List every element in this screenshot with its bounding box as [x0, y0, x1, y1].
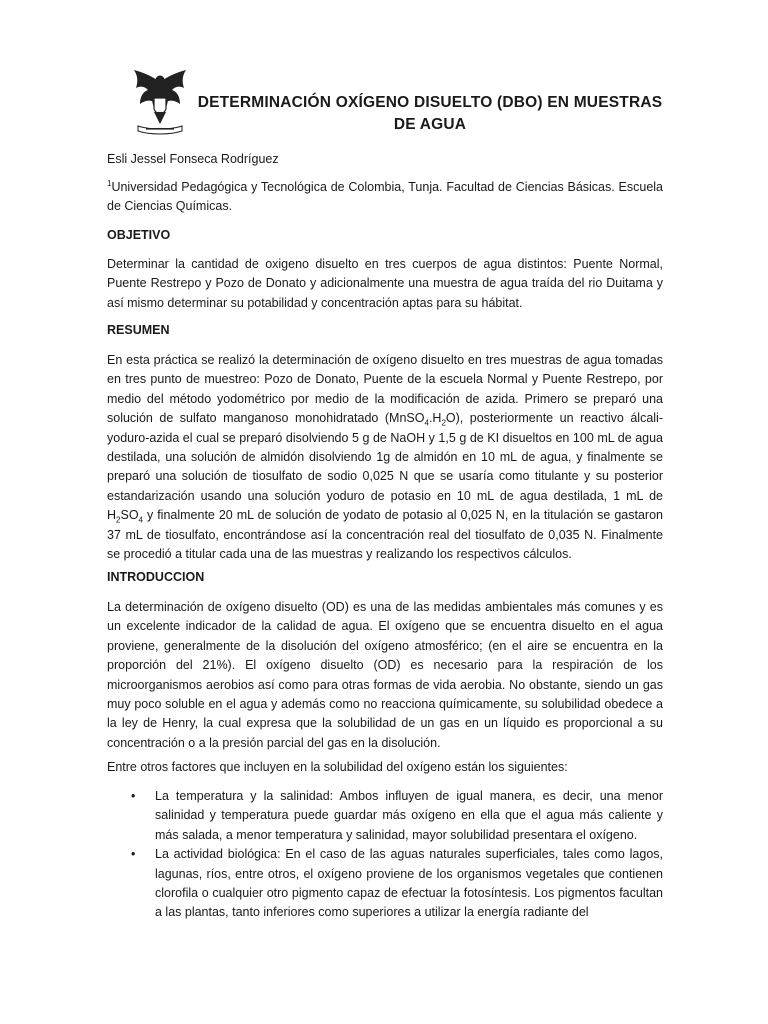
- summary-paragraph: [107, 351, 663, 564]
- summary-subscript: 4: [424, 418, 429, 428]
- list-item: [107, 787, 663, 845]
- introduction-paragraph: La determinación de oxígeno disuelto (OD) es una de las medidas ambientales más comunes y es un excelente indicador de la calidad de agua. El oxígeno que se encuentra disuelto en el agua proviene, generalmente de la disolución del oxígeno atmosférico; (en el aire se encuentra en la proporción del 21%). El oxígeno disuelto (OD) es necesario para la respiración de los microorganismos aerobios así como para otras formas de vida aerobia. No obstante, siendo un gas muy poco soluble en el agua y además como no reacciona químicamente, su solubilidad obedece a la ley de Henry, la cual expresa que la solubilidad de un gas en un líquido es proporcional a su concentración o a la presión parcial del gas en la disolución.: [107, 600, 663, 750]
- bullet-icon: •: [131, 847, 136, 862]
- summary-text-part: y finalmente 20 mL de solución de yodato de potasio al 0,025 N, en la titulación se gastaron 37 mL de tiosulfato, encontrándose así la concentración real del tiosulfato de 0,035 N. Finalmente se procedió a titular cada una de las muestras y realizando los respectivos cálculos.: [107, 508, 663, 562]
- summary-heading: RESUMEN: [107, 323, 170, 337]
- paper-title: DETERMINACIÓN OXÍGENO DISUELTO (DBO) EN MUESTRAS DE AGUA: [197, 94, 663, 133]
- summary-text-part: O), posteriormente un reactivo álcali-yoduro-azida el cual se preparó disolviendo 5 g de NaOH y 1,5 g de KI disueltos en 100 mL de agua destilada, una solución de almidón disolviendo 1g de almidón en 10 mL de agua, y finalmente se preparó una solución de tiosulfato de sodio 0,025 N que se usaría como titulante y su posterior estandarización usando una solución yoduro de potasio en 10 mL de agua destilada, 1 mL de H: [107, 411, 664, 523]
- summary-subscript: 2: [116, 515, 121, 525]
- summary-text-part: En esta práctica se realizó la determinación de oxígeno disuelto en tres muestras de agua tomadas en tres punto de muestreo: Pozo de Donato, Puente de la escuela Normal y Puente Restrepo, por medio del método yodométrico por medio de la modificación de azida. Primero se preparó una solución de sulfato manganoso monohidratado (MnSO: [107, 353, 663, 426]
- list-item-text: La actividad biológica: En el caso de las aguas naturales superficiales, tales como lagos, lagunas, ríos, entre otros, el oxígeno proviene de los organismos vegetales que contienen clorofila o cualquier otro pigmento capaz de efectuar la fotosíntesis. Los pigmentos facultan a las plantas, tanto inferiores como superiores a utilizar la energía radiante del: [155, 847, 663, 920]
- author-affiliation: [107, 178, 663, 217]
- factors-intro-paragraph: Entre otros factores que incluyen en la solubilidad del oxígeno están los siguientes:: [107, 760, 568, 774]
- objective-paragraph: Determinar la cantidad de oxigeno disuelto en tres cuerpos de agua distintos: Puente Normal, Puente Restrepo y Pozo de Donato y adicionalmente una muestra de agua traída del rio Duitama y así mismo determinar su potabilidad y concentración aptas para su hábitat.: [107, 257, 663, 310]
- objective-heading: OBJETIVO: [107, 228, 171, 242]
- summary-subscript: 2: [441, 418, 446, 428]
- summary-text-part: SO: [120, 508, 139, 523]
- summary-subscript: 4: [138, 515, 143, 525]
- affiliation-superscript: 1: [107, 178, 112, 188]
- affiliation-text: Universidad Pedagógica y Tecnológica de Colombia, Tunja. Facultad de Ciencias Básicas. Escuela de Ciencias Químicas.: [107, 180, 663, 214]
- summary-text-part: .H: [428, 411, 442, 426]
- list-item: [107, 845, 663, 923]
- bullet-icon: •: [131, 789, 136, 803]
- factors-list: [107, 787, 663, 923]
- author-name: Esli Jessel Fonseca Rodríguez: [107, 152, 279, 166]
- list-item-text: La temperatura y la salinidad: Ambos influyen de igual manera, es decir, una menor salinidad y temperatura puede guardar más oxígeno en ella que el agua más caliente y más salada, a menor temperatura y salinidad, mayor solubilidad presentara el oxígeno.: [155, 789, 663, 842]
- introduction-heading: INTRODUCCION: [107, 570, 205, 584]
- university-eagle-crest-logo: [132, 68, 188, 136]
